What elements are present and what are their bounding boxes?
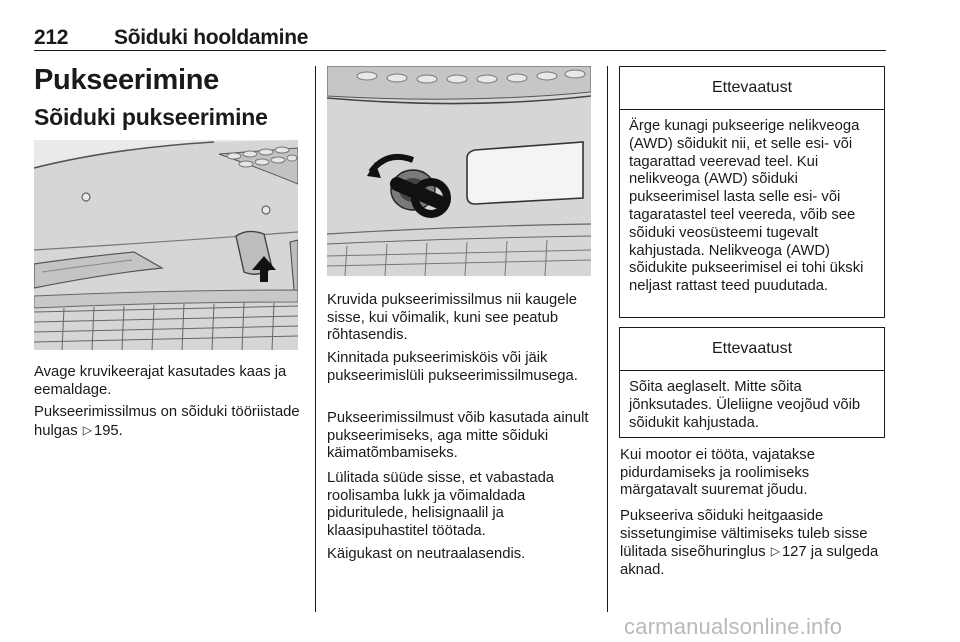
col3-paragraph-2 — [620, 508, 888, 579]
col1-paragraph-2 — [34, 404, 302, 440]
warning-box-1 — [619, 66, 885, 318]
warning-box-1-title: Ettevaatust — [620, 67, 884, 110]
col2-paragraph-1: Kruvida pukseerimissilmus nii kaugele sisse, kui võimalik, kuni see peatub rõhtasendis. — [327, 292, 578, 344]
column-divider-right — [607, 66, 608, 612]
col3-paragraph-2-tail: ja sulgeda aknad. — [620, 544, 879, 578]
bumper-cover-drawing — [34, 140, 298, 350]
col1-paragraph-1: Avage kruvikeerajat kasutades kaas ja eemaldage. — [34, 364, 287, 398]
col2-paragraph-5: Käigukast on neutraalasendis. — [327, 546, 526, 562]
col3-paragraph-1: Kui mootor ei tööta, vajatakse pidurdamiseks ja roolimiseks märgatavalt suuremat jõudu. — [620, 447, 815, 499]
section-subtitle: Sõiduki pukseerimine — [34, 104, 268, 130]
chapter-title: Sõiduki hooldamine — [114, 26, 309, 49]
col3-page-reference[interactable]: 127 — [781, 544, 807, 561]
tow-eye-drawing — [327, 66, 591, 276]
warning-box-1-body: Ärge kunagi pukseerige nelikveoga (AWD) sõidukit nii, et selle esi- või tagarattad veerevad teel. Kui nelikveoga (AWD) sõiduki pukseerimisel lasta selle esi- või tagaratastel teel veereda, võib see sõiduki veosüsteemi tugevalt kahjustada. Nelikveoga (AWD) sõidukite pukseerimisel ei tohi ükski neljast rattast teed puudutada. — [629, 118, 864, 295]
page-header — [34, 26, 886, 51]
col3-paragraph-2-text: Pukseeriva sõiduki heitgaaside sissetungimise vältimiseks tuleb sisse lülitada siseõhuringlus — [620, 508, 868, 561]
column-divider-left — [315, 66, 316, 612]
bumper-cover-illustration — [34, 140, 298, 350]
col2-paragraph-2: Kinnitada pukseerimisköis või jäik pukseerimislüli pukseerimissilmusega. — [327, 350, 578, 384]
warning-box-2-title: Ettevaatust — [620, 328, 884, 371]
page-number: 212 — [34, 26, 69, 49]
col1-paragraph-2-text: Pukseerimissilmus on sõiduki tööriistade hulgas — [34, 404, 300, 439]
page-reference-icon: ▷ — [82, 422, 92, 437]
page-reference-icon: ▷ — [770, 544, 780, 559]
section-title: Pukseerimine — [34, 64, 219, 96]
col1-page-reference[interactable]: 195. — [93, 422, 123, 439]
col2-paragraph-4: Lülitada süüde sisse, et vabastada roolisamba lukk ja võimaldada piduritulede, helisignaalil ja klaasipuhastitel töötada. — [327, 470, 555, 539]
col2-paragraph-3: Pukseerimissilmust võib kasutada ainult pukseerimiseks, aga mitte sõiduki käimatõmbamiseks. — [327, 410, 589, 462]
warning-box-2-body: Sõita aeglaselt. Mitte sõita jõnksutades. Üleliigne veojõud võib sõidukit kahjustada. — [629, 379, 861, 431]
warning-box-2 — [619, 327, 885, 438]
tow-eye-illustration — [327, 66, 591, 276]
watermark: carmanualsonline.info — [624, 614, 843, 639]
